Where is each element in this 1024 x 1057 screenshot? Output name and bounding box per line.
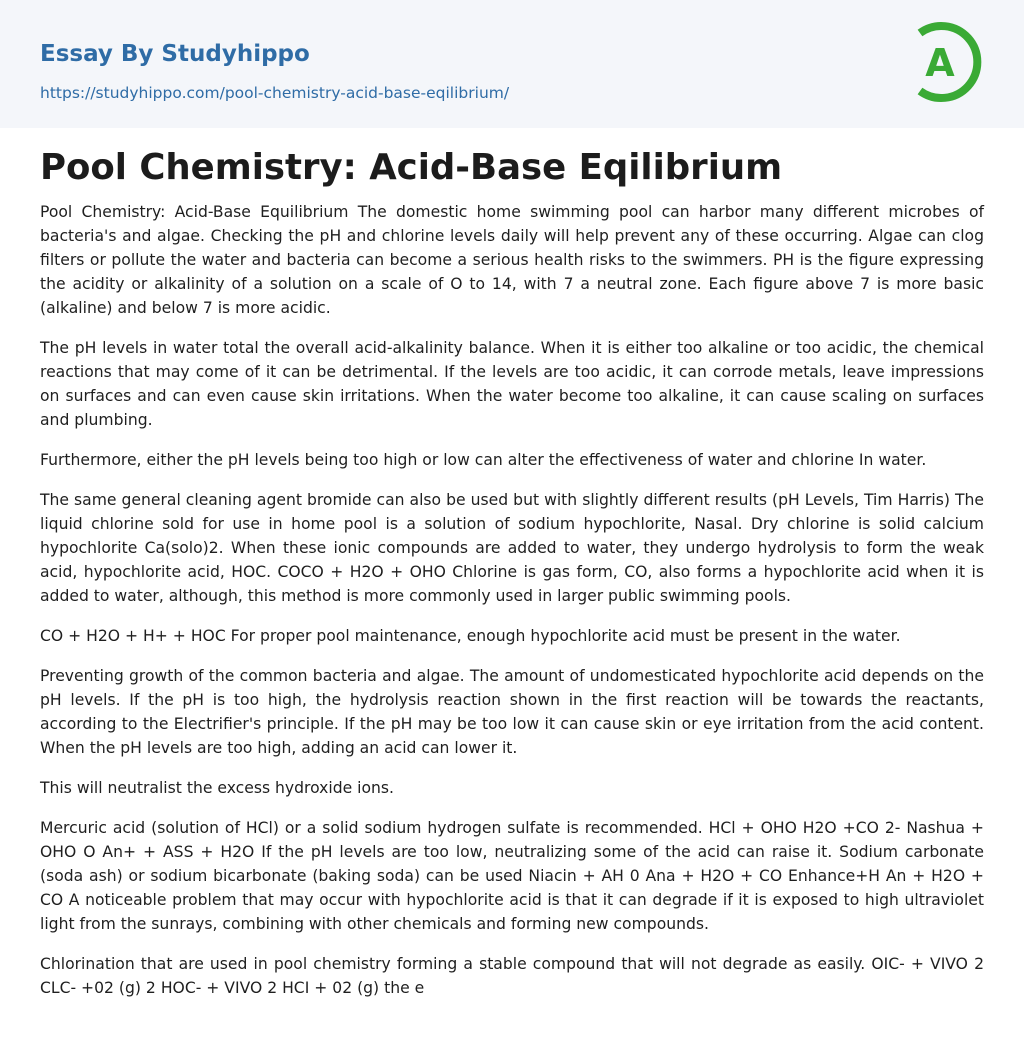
article-paragraph: Pool Chemistry: Acid-Base Equilibrium The domestic home swimming pool can harbor many different microbes of bacteria's and algae. Checking the pH and chlorine levels daily will help prevent any of these occurring. Algae can clog filters or pollute the water and bacteria can become a serious health risks to the swimmers. PH is the figure expressing the acidity or alkalinity of a solution on a scale of O to 14, with 7 a neutral zone. Each figure above 7 is more basic (alkaline) and below 7 is more acidic. (40, 203, 984, 317)
studyhippo-logo-icon[interactable] (912, 19, 988, 105)
logo-letter: A (925, 41, 955, 85)
article-paragraph: Preventing growth of the common bacteria and algae. The amount of undomesticated hypochlorite acid depends on the pH levels. If the pH is too high, the hydrolysis reaction shown in the first reaction will be towards the reactants, according to the Electrifier's principle. If the pH may be too low it can cause skin or eye irritation from the acid content. When the pH levels are too high, adding an acid can lower it. (40, 667, 984, 757)
article-paragraph: The pH levels in water total the overall acid-alkalinity balance. When it is either too alkaline or too acidic, the chemical reactions that may come of it can be detrimental. If the levels are too acidic, it can corrode metals, leave impressions on surfaces and can even cause skin irritations. When the water become too alkaline, it can cause scaling on surfaces and plumbing. (40, 339, 984, 429)
article-paragraph: Furthermore, either the pH levels being too high or low can alter the effectiveness of water and chlorine In water. (40, 451, 927, 469)
site-brand[interactable]: Essay By Studyhippo (40, 41, 310, 67)
article-paragraph: Mercuric acid (solution of HCl) or a solid sodium hydrogen sulfate is recommended. HCl + OHO H2O +CO 2- Nashua + OHO O An+ + ASS + H2O If the pH levels are too low, neutralizing some of the acid can raise it. Sodium carbonate (soda ash) or sodium bicarbonate (baking soda) can be used Niacin + AH 0 Ana + H2O + CO Enhance+H An + H2O + CO A noticeable problem that may occur with hypochlorite acid is that it can degrade if it is exposed to high ultraviolet light from the sunrays, combining with other chemicals and forming new compounds. (40, 819, 984, 933)
article-paragraph: The same general cleaning agent bromide can also be used but with slightly different results (pH Levels, Tim Harris) The liquid chlorine sold for use in home pool is a solution of sodium hypochlorite, Nasal. Dry chlorine is solid calcium hypochlorite Ca(solo)2. When these ionic compounds are added to water, they undergo hydrolysis to form the weak acid, hypochlorite acid, HOC. COCO + H2O + OHO Chlorine is gas form, CO, also forms a hypochlorite acid when it is added to water, although, this method is more commonly used in larger public swimming pools. (40, 491, 984, 605)
article-paragraph: CO + H2O + H+ + HOC For proper pool maintenance, enough hypochlorite acid must be present in the water. (40, 627, 901, 645)
article-body (40, 200, 984, 1016)
article-title: Pool Chemistry: Acid-Base Eqilibrium (40, 147, 783, 188)
article-url-link[interactable]: https://studyhippo.com/pool-chemistry-acid-base-eqilibrium/ (40, 84, 510, 102)
article-paragraph: Chlorination that are used in pool chemistry forming a stable compound that will not degrade as easily. OIC- + VIVO 2 CLC- +02 (g) 2 HOC- + VIVO 2 HCI + 02 (g) the e (40, 955, 984, 997)
article-paragraph: This will neutralist the excess hydroxide ions. (40, 779, 395, 797)
